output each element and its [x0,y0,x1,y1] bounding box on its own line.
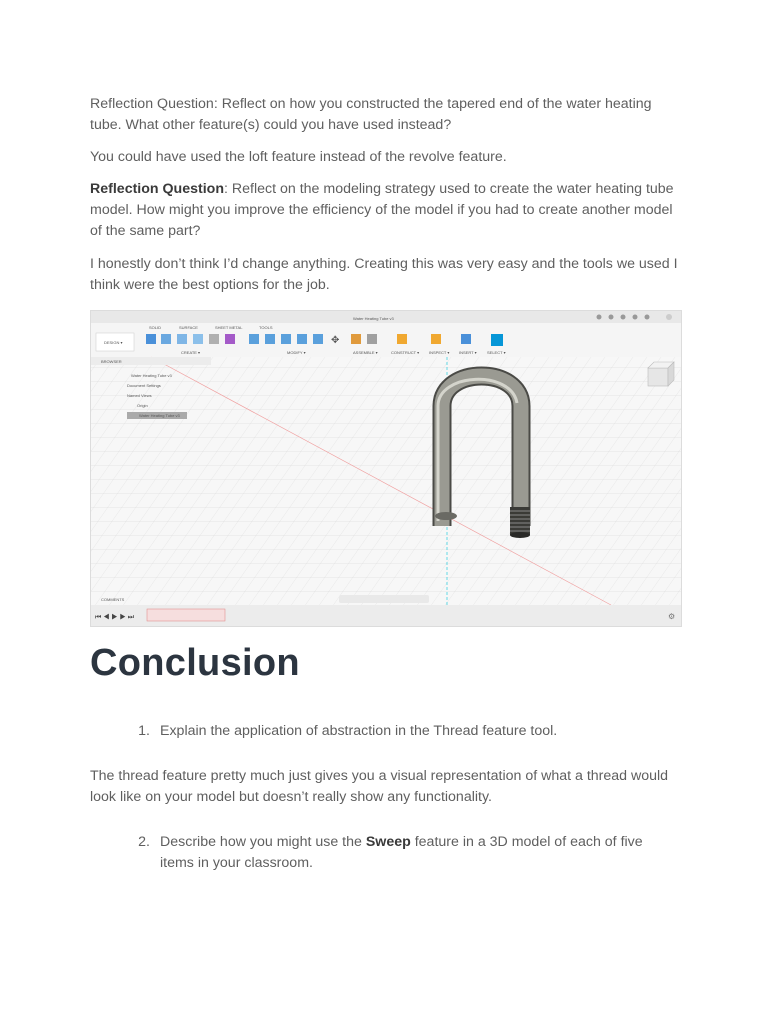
list-number: 2. [138,834,150,850]
measure-icon[interactable] [431,334,441,344]
reflection-answer-1: You could have used the loft feature instead of the revolve feature. [90,149,507,165]
reflection-question-1: Reflection Question: Reflect on how you constructed the tapered end of the water heating tube. What other feature(s) could you have used instead? [90,96,652,133]
workspace-label: DESIGN ▾ [104,340,123,345]
browser-label: BROWSER [101,359,122,364]
list-text-bold: Sweep [365,834,411,850]
close-icon[interactable] [597,315,602,320]
thread-end [510,507,530,538]
reflection-answer-2: I honestly don’t think I’d change anything. Creating this was very easy and the tools we used I think were the best options for the job. [90,256,678,293]
move-icon[interactable]: ✥ [331,335,340,346]
list-text-pre: Describe how you might use the [160,834,366,850]
list-number: 1. [138,723,150,739]
bell-icon[interactable] [633,315,638,320]
reflection-question-2 [90,179,680,242]
browser-item-body[interactable]: Water Heating Tube v3 [139,413,180,418]
browser-item-origin[interactable]: Origin [137,403,148,408]
group-select[interactable]: SELECT ▾ [487,350,506,355]
group-inspect[interactable]: INSPECT ▾ [429,350,450,355]
shell-icon[interactable] [297,334,307,344]
insert-image-icon[interactable] [461,334,471,344]
group-construct[interactable]: CONSTRUCT ▾ [391,350,420,355]
browser-item-root[interactable]: Water Heating Tube v3 [131,373,172,378]
list-text-post: feature in a 3D model of each of five items in your classroom. [160,834,643,871]
revolve-icon[interactable] [177,334,187,344]
reflection-question-2-label: Reflection Question [90,181,225,197]
window-title: Water Heating Tube v3 [353,316,394,321]
group-modify[interactable]: MODIFY ▾ [287,350,306,355]
press-pull-icon[interactable] [249,334,259,344]
create-sketch-icon[interactable] [146,334,156,344]
group-insert[interactable]: INSERT ▾ [459,350,477,355]
conclusion-answer-1: The thread feature pretty much just gives you a visual representation of what a thread would look like on your model but doesn’t really show any functionality. [90,768,669,805]
joint-icon[interactable] [367,334,377,344]
tube-end-left [435,512,457,520]
view-cube[interactable] [648,362,674,386]
offset-plane-icon[interactable] [397,334,407,344]
tab-sheet-metal[interactable]: SHEET METAL [215,325,243,330]
group-assemble[interactable]: ASSEMBLE ▾ [353,350,378,355]
tab-tools[interactable]: TOOLS [259,325,273,330]
cad-screenshot [90,310,682,627]
timeline-features[interactable] [147,609,225,621]
list-text: Explain the application of abstraction in the Thread feature tool. [160,723,558,739]
new-component-icon[interactable] [351,334,361,344]
ground-grid [91,357,681,605]
chamfer-icon[interactable] [281,334,291,344]
fillet-icon[interactable] [265,334,275,344]
navigation-bar[interactable] [339,595,429,603]
cad-screenshot-canvas [91,311,681,626]
tab-solid[interactable]: SOLID [149,325,162,330]
extrude-icon[interactable] [161,334,171,344]
browser-item-document-settings[interactable]: Document Settings [127,383,161,388]
help-icon[interactable] [645,315,650,320]
timeline-controls-icon[interactable]: ⏮ ◀ ▶ ▶ ⏭ [95,614,135,621]
browser-item-named-views[interactable]: Named Views [127,393,152,398]
reflection-question-2-text: : Reflect on the modeling strategy used to create the water heating tube model. How might you improve the efficiency of the model if you had to create another model of the same part? [90,181,674,239]
pattern-icon[interactable] [209,334,219,344]
comments-label: COMMENTS [101,597,125,602]
avatar[interactable] [666,314,672,320]
add-tab-icon[interactable] [609,315,614,320]
group-create[interactable]: CREATE ▾ [181,350,201,355]
tab-surface[interactable]: SURFACE [179,325,198,330]
combine-icon[interactable] [313,334,323,344]
conclusion-heading: Conclusion [90,642,300,684]
list-text [160,832,680,874]
clock-icon[interactable] [621,315,626,320]
form-icon[interactable] [225,334,235,344]
sweep-icon[interactable] [193,334,203,344]
settings-icon[interactable]: ⚙ [668,612,676,621]
select-icon[interactable] [491,334,503,346]
